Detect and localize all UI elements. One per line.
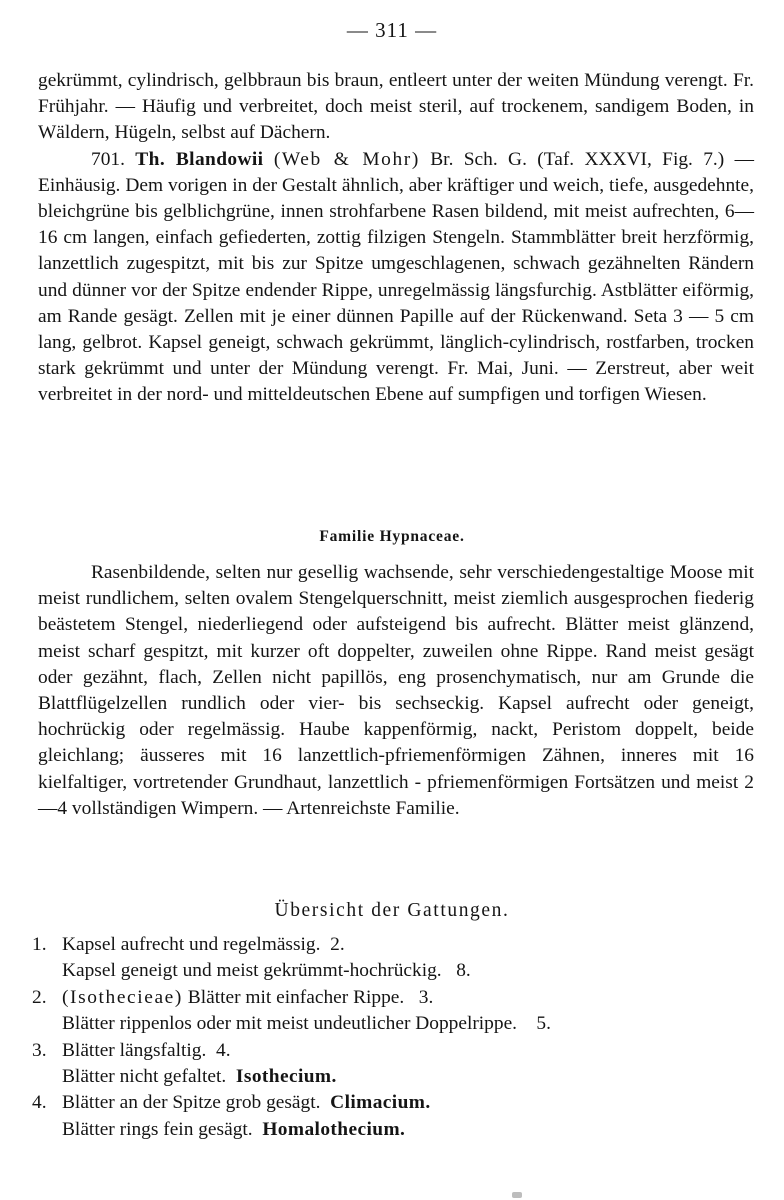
continued-paragraph: gekrümmt, cylindrisch, gelbbraun bis braun, entleert unter der weiten Mündung verengt. Fr. Frühjahr. — Häufig und verbreitet, doch meist steril, auf trockenem, sandigem Boden, in Wäldern, Hügeln, selbst auf Dächern. bbox=[38, 70, 754, 144]
key-row bbox=[32, 1090, 752, 1116]
key-reference: 4. bbox=[216, 1039, 231, 1061]
key-number: 3. bbox=[32, 1039, 47, 1061]
genus-name: Homalothecium. bbox=[262, 1118, 406, 1140]
key-number: 1. bbox=[32, 934, 47, 955]
key-reference: 2. bbox=[330, 934, 345, 955]
key-text: Blätter rings fein gesägt. bbox=[62, 1118, 253, 1140]
genus-name: Climacium. bbox=[330, 1092, 431, 1114]
key-row bbox=[32, 1064, 752, 1090]
key-entry bbox=[62, 1117, 405, 1143]
key-entry bbox=[62, 1064, 337, 1090]
key-entry bbox=[62, 958, 471, 984]
family-heading: Familie Hypnaceae. bbox=[319, 528, 465, 545]
species-authors: (Web & Mohr) bbox=[273, 148, 420, 170]
key-text: Blätter rippenlos oder mit meist undeutlicher Doppelrippe. bbox=[62, 1013, 518, 1035]
key-text: Blätter mit einfacher Rippe. bbox=[187, 986, 405, 1008]
key-row bbox=[32, 1038, 752, 1064]
key-entry bbox=[62, 932, 345, 958]
key-text: Blätter nicht gefaltet. bbox=[62, 1065, 227, 1087]
key-entry bbox=[62, 1090, 431, 1116]
key-row bbox=[32, 1011, 752, 1037]
key-text: Kapsel aufrecht und regelmässig. bbox=[62, 934, 321, 955]
family-description: Rasenbildende, selten nur gesellig wachsende, sehr verschiedengestaltige Moose mit meist rundlichem, selten ovalem Stengelquerschnitt, meist ziemlich ausgesprochen fiederig beästetem Stengel, niederliegend oder aufsteigend bis aufrecht. Blätter meist glänzend, meist scharf gespitzt, mit kurzer oft doppelter, zuweilen ohne Rippe. Rand meist gesägt oder gezähnt, flach, Zellen nicht papillös, eng prosenchymatisch, nur am Grunde die Blattflügelzellen rundlich oder vier- bis sechseckig. Kapsel aufrecht oder geneigt, hochrückig oder regelmässig. Haube kappenförmig, nackt, Peristom doppelt, beide gleichlang; äusseres mit 16 lanzettlich-pfriemenförmigen Zähnen, inneres mit 16 kielfaltiger, vortretender Grundhaut, lanzettlich - pfriemenförmigen Fortsätzen und meist 2—4 vollständigen Wimpern. — Artenreichste Familie. bbox=[38, 562, 754, 819]
genus-key bbox=[32, 932, 752, 1143]
page-number: — 311 — bbox=[346, 18, 438, 42]
species-entry-701 bbox=[38, 147, 754, 409]
key-number: 4. bbox=[32, 1092, 47, 1114]
key-row bbox=[32, 1117, 752, 1143]
family-text-block bbox=[38, 560, 754, 822]
key-text: Blätter an der Spitze grob gesägt. bbox=[62, 1092, 321, 1114]
species-text-block bbox=[38, 68, 754, 409]
key-reference: 8. bbox=[456, 960, 471, 982]
key-entry bbox=[62, 1038, 231, 1064]
key-tribe: (Isothecieae) bbox=[62, 986, 183, 1008]
key-reference: 5. bbox=[536, 1013, 551, 1035]
species-name: Th. Blandowii bbox=[135, 148, 264, 170]
key-row bbox=[32, 958, 752, 984]
key-text: Kapsel geneigt und meist gekrümmt-hochrückig. bbox=[62, 960, 442, 982]
key-number: 2. bbox=[32, 986, 47, 1008]
genus-name: Isothecium. bbox=[235, 1065, 337, 1087]
key-reference: 3. bbox=[418, 986, 434, 1008]
key-entry bbox=[62, 1011, 551, 1037]
overview-heading: Übersicht der Gattungen. bbox=[274, 900, 510, 921]
key-row bbox=[32, 932, 752, 958]
key-text: Blätter längsfaltig. bbox=[62, 1039, 207, 1061]
entry-number: 701. bbox=[91, 148, 125, 170]
scan-speck bbox=[512, 1192, 522, 1198]
key-row bbox=[32, 985, 752, 1011]
species-description: Br. Sch. G. (Taf. XXXVI, Fig. 7.) — Einhäusig. Dem vorigen in der Gestalt ähnlich, aber kräftiger und weich, tiefe, ausgedehnte, bleichgrüne bis gelblichgrüne, innen strohfarbene Rasen bildend, mit meist aufrechten, 6—16 cm langen, einfach gefiederten, zottig filzigen Stengeln. Stammblätter breit herzförmig, lanzettlich zugespitzt, mit bis zur Spitze umgeschlagenen, schwach gezähnelten Rändern und dünner vor der Spitze endender Rippe, unregelmässig längsfurchig. Astblätter eiförmig, am Rande gesägt. Zellen mit je einer dünnen Papille auf der Rückenwand. Seta 3 — 5 cm lang, gelbrot. Kapsel geneigt, schwach gekrümmt, länglich-cylindrisch, rostfarben, trocken stark gekrümmt und unter der Mündung verengt. Fr. Mai, Juni. — Zerstreut, aber weit verbreitet in der nord- und mitteldeutschen Ebene auf sumpfigen und torfigen Wiesen. bbox=[38, 148, 754, 406]
key-entry bbox=[62, 985, 433, 1011]
